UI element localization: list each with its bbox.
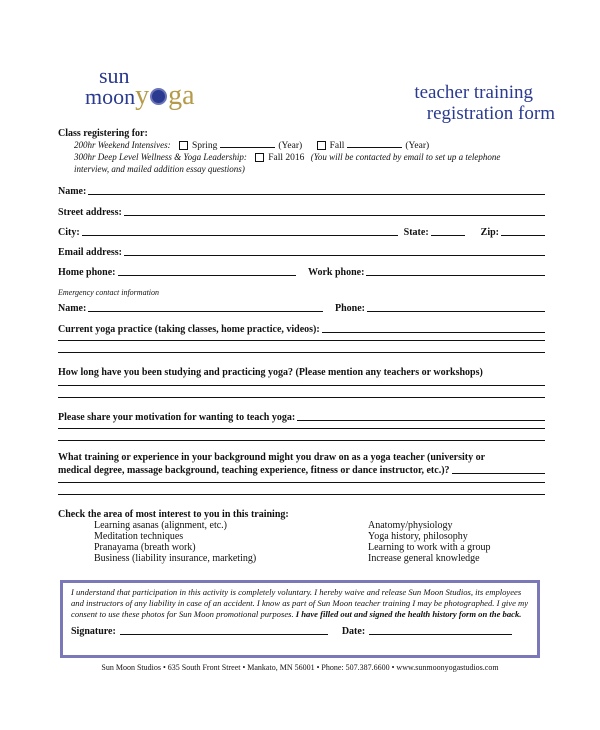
interest-option[interactable]: Learning asanas (alignment, etc.) (94, 520, 227, 531)
email-label: Email address: (58, 247, 122, 258)
date-field[interactable] (369, 634, 512, 635)
background-label-2: medical degree, massage background, teaching experience, fitness or dance instructor, etc.)? (58, 465, 450, 476)
fall-year-field[interactable] (347, 147, 402, 148)
interest-option[interactable]: Pranayama (breath work) (94, 542, 196, 553)
city-field[interactable] (82, 235, 398, 236)
state-field[interactable] (431, 235, 465, 236)
state-label: State: (403, 227, 429, 238)
interest-option[interactable]: Yoga history, philosophy (368, 531, 468, 542)
year-label: (Year) (278, 141, 303, 151)
fall2016-label: Fall 2016 (268, 153, 305, 163)
answer-line[interactable] (58, 482, 545, 483)
weekend-label: 200hr Weekend Intensives: (74, 140, 171, 150)
footer-contact: Sun Moon Studios • 635 South Front Street • Mankato, MN 56001 • Phone: 507.387.6600 • www.sunmoonyogastudios.com (101, 663, 499, 672)
city-row (58, 225, 545, 238)
logo-y: y (135, 80, 150, 111)
emergency-name-label: Name: (58, 303, 87, 314)
class-heading: Class registering for: (58, 128, 148, 139)
street-label: Street address: (58, 207, 122, 218)
email-row (58, 245, 545, 258)
home-phone-field[interactable] (118, 275, 297, 276)
weekend-option (74, 140, 429, 151)
work-phone-field[interactable] (366, 275, 545, 276)
fall-checkbox[interactable] (317, 141, 326, 150)
answer-line[interactable] (58, 428, 545, 429)
name-field[interactable] (88, 194, 545, 195)
street-row (58, 205, 545, 218)
deep-option (74, 152, 500, 163)
motivation-field[interactable] (297, 420, 545, 421)
signature-label: Signature: (71, 626, 116, 637)
answer-line[interactable] (58, 397, 545, 398)
zip-field[interactable] (501, 235, 545, 236)
interests-heading: Check the area of most interest to you in this training: (58, 509, 289, 520)
interest-option[interactable]: Business (liability insurance, marketing) (94, 553, 257, 564)
background-label: What training or experience in your background might you draw on as a yoga teacher (university or (58, 452, 486, 463)
waiver-box (60, 580, 540, 658)
answer-line[interactable] (58, 494, 545, 495)
interest-option[interactable]: Meditation techniques (94, 531, 184, 542)
logo-sun: sun (99, 63, 130, 88)
city-label: City: (58, 227, 80, 238)
background-field[interactable] (452, 473, 545, 474)
work-phone-label: Work phone: (308, 267, 365, 278)
answer-line[interactable] (58, 340, 545, 341)
deep-label: 300hr Deep Level Wellness & Yoga Leadership: (74, 152, 247, 162)
form-title (414, 82, 555, 124)
date-label: Date: (341, 626, 366, 637)
interest-option[interactable]: Learning to work with a group (368, 542, 491, 553)
note-continued: interview, and mailed addition essay questions) (74, 164, 245, 174)
home-phone-label: Home phone: (58, 267, 116, 278)
fall-label: Fall (329, 141, 345, 151)
title-line1: teacher training (414, 82, 533, 103)
name-label: Name: (58, 186, 87, 197)
answer-line[interactable] (58, 385, 545, 386)
signature-field[interactable] (120, 634, 328, 635)
waiver-text: I understand that participation in this activity is completely voluntary. I hereby waive and release Sun Moon Studios, its employees and instructors of any liability in case of an accident. I know as part of Sun Moon teacher training I may be photographed. I give my consent to use these photos for Sun Moon promotional purposes. (71, 587, 529, 619)
background-row (58, 463, 545, 476)
name-row (58, 184, 545, 197)
answer-line[interactable] (58, 440, 545, 441)
note: (You will be contacted by email to set up a telephone (310, 152, 501, 162)
logo-ga: ga (168, 80, 195, 111)
year-label: (Year) (405, 141, 430, 151)
zip-label: Zip: (480, 227, 499, 238)
emergency-name-field[interactable] (88, 311, 323, 312)
emergency-label: Emergency contact information (58, 288, 160, 297)
fall2016-checkbox[interactable] (255, 153, 264, 162)
current-practice-label: Current yoga practice (taking classes, home practice, videos): (58, 324, 320, 335)
title-line2: registration form (426, 103, 555, 124)
logo (85, 63, 195, 111)
answer-line[interactable] (58, 352, 545, 353)
waiver-bold-text: I have filled out and signed the health history form on the back. (295, 609, 522, 619)
emergency-phone-field[interactable] (367, 311, 545, 312)
how-long-label: How long have you been studying and practicing yoga? (Please mention any teachers or workshops) (58, 367, 483, 378)
current-practice-field[interactable] (322, 332, 545, 333)
spring-year-field[interactable] (220, 147, 275, 148)
motivation-row (58, 410, 545, 423)
current-practice-row (58, 322, 545, 335)
sun-moon-emblem-icon (150, 88, 167, 105)
emergency-phone-label: Phone: (335, 303, 365, 314)
spring-label: Spring (192, 141, 218, 151)
motivation-label: Please share your motivation for wanting to teach yoga: (58, 412, 296, 423)
interest-option[interactable]: Increase general knowledge (368, 553, 480, 564)
logo-moon: moon (85, 84, 136, 109)
street-field[interactable] (124, 215, 545, 216)
spring-checkbox[interactable] (179, 141, 188, 150)
signature-row (71, 626, 529, 637)
emergency-row (58, 301, 545, 314)
email-field[interactable] (124, 255, 545, 256)
phone-row (58, 265, 545, 278)
interest-option[interactable]: Anatomy/physiology (368, 520, 453, 531)
